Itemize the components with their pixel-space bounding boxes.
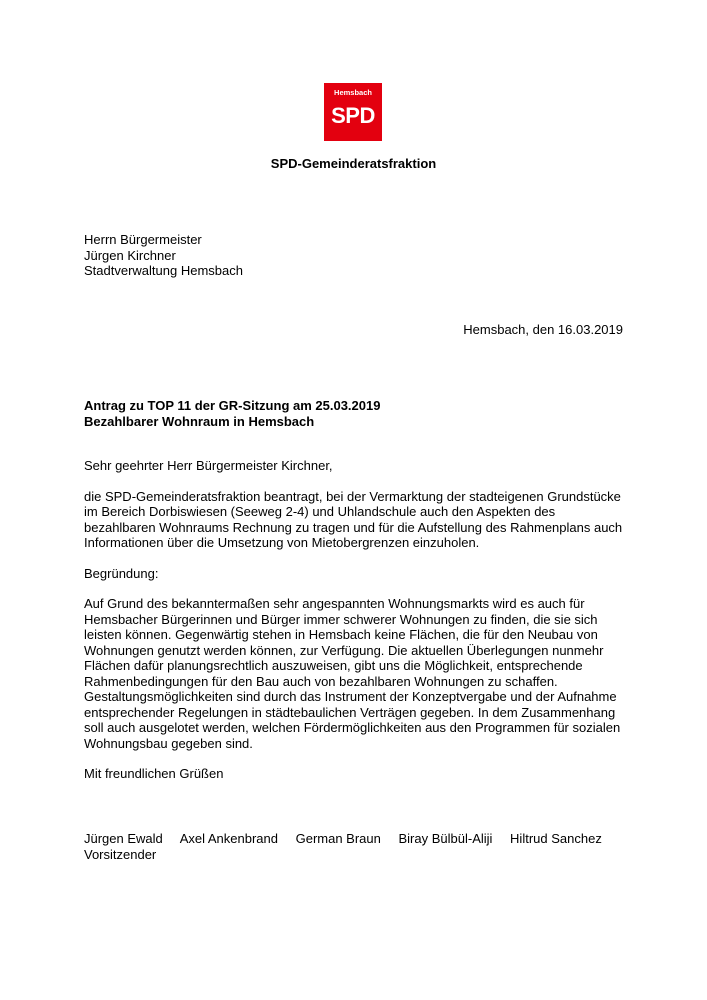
subject-line: Antrag zu TOP 11 der GR-Sitzung am 25.03.2019 — [84, 398, 381, 413]
reason-label: Begründung: — [84, 565, 159, 581]
recipient-address — [84, 232, 243, 279]
signatory: Hiltrud Sanchez — [510, 831, 602, 846]
signatory: Jürgen Ewald — [84, 831, 163, 846]
closing: Mit freundlichen Grüßen — [84, 766, 224, 781]
date-line: Hemsbach, den 16.03.2019 — [463, 322, 623, 337]
paragraph-request: die SPD-Gemeinderatsfraktion beantragt, bei der Vermarktung der stadteigenen Grundstücke im Bereich Dorbiswiesen (Seeweg 2-4) und Uhlandschule auch den Aspekten des bezahlbaren Wohnraums Rechnung zu tragen und für die Aufstellung des Rahmenplans auch Informationen über die Umsetzung von Mietobergrenzen einzuholen. — [84, 488, 623, 550]
paragraph-reason: Auf Grund des bekanntermaßen sehr angespannten Wohnungsmarkts wird es auch für Hemsbacher Bürgerinnen und Bürger immer schwerer Wohnungen zu finden, die sie sich leisten können. Gegenwärtig stehen in Hemsbach keine Flächen, die für den Neubau von Wohnungen genutzt werden können, zur Verfügung. Die aktuellen Überlegungen nunmehr Flächen dafür planungsrechtlich auszuweisen, gibt uns die Möglichkeit, entsprechende Rahmenbedingungen für den Bau auch von bezahlbaren Wohnungen zu schaffen. Gestaltungsmöglichkeiten sind durch das Instrument der Konzeptvergabe und der Aufnahme entsprechender Regelungen in städtebaulichen Verträgen gegeben. In dem Zusammenhang soll auch ausgelotet werden, welchen Fördermöglichkeiten aus den Programmen für sozialen Wohnungsbau gegeben sind. — [84, 596, 621, 751]
signatory: Axel Ankenbrand — [179, 831, 278, 846]
logo-subtitle: Hemsbach — [334, 88, 372, 97]
recipient-line: Jürgen Kirchner — [84, 247, 176, 263]
spd-logo — [324, 83, 382, 141]
letter-body — [84, 458, 629, 797]
subject — [84, 398, 380, 429]
signatory-role: Vorsitzender — [84, 846, 157, 862]
signatory: German Braun — [295, 831, 381, 846]
organization-title: SPD-Gemeinderatsfraktion — [270, 156, 437, 171]
signatory: Biray Bülbül-Aliji — [398, 831, 493, 846]
salutation: Sehr geehrter Herr Bürgermeister Kirchner, — [84, 458, 333, 473]
recipient-line: Stadtverwaltung Hemsbach — [84, 263, 243, 278]
logo-text: SPD — [331, 103, 375, 128]
signatures — [84, 831, 616, 862]
recipient-line: Herrn Bürgermeister — [84, 232, 202, 247]
subject-line: Bezahlbarer Wohnraum in Hemsbach — [84, 413, 315, 429]
